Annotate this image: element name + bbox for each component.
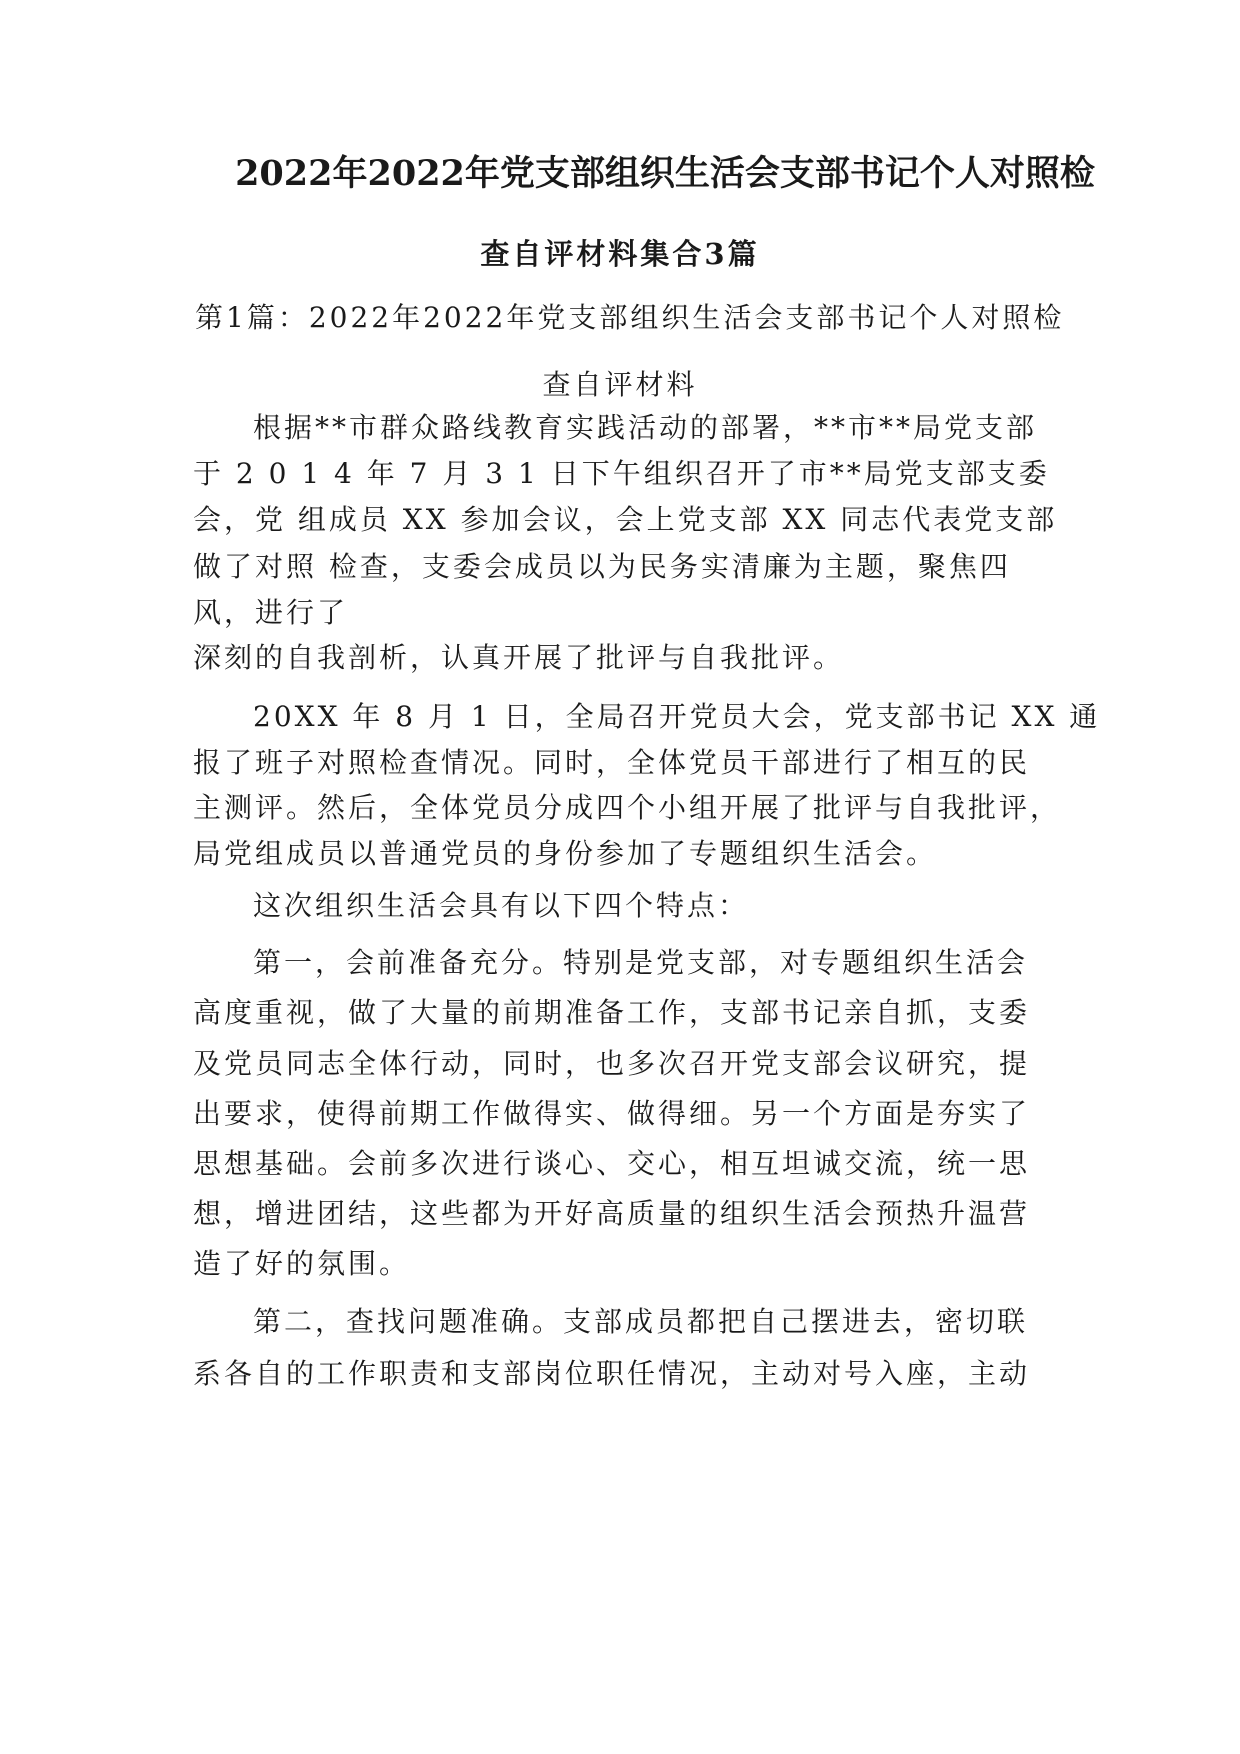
body-line: 思想基础。会前多次进行谈心、交心，相互坦诚交流，统一思 [193,1147,1031,1180]
body-line: 做了对照 检查，支委会成员以为民务实清廉为主题，聚焦四 [193,550,1011,583]
body-line: 局党组成员以普通党员的身份参加了专题组织生活会。 [193,837,938,870]
body-line: 20XX 年 8 月 1 日，全局召开党员大会，党支部书记 XX 通 [253,700,1101,733]
body-line: 根据**市群众路线教育实践活动的部署，**市**局党支部 [253,411,1038,444]
section-heading-line-1: 第1篇：2022年2022年党支部组织生活会支部书记个人对照检 [195,301,1065,334]
document-title-line-2: 查自评材料集合3篇 [480,237,760,271]
body-line: 想，增进团结，这些都为开好高质量的组织生活会预热升温营 [193,1197,1031,1230]
body-line: 系各自的工作职责和支部岗位职任情况，主动对号入座，主动 [193,1357,1031,1390]
body-line: 主测评。然后，全体党员分成四个小组开展了批评与自我批评， [193,791,1062,824]
body-line: 这次组织生活会具有以下四个特点： [253,889,750,922]
body-line: 会，党 组成员 XX 参加会议，会上党支部 XX 同志代表党支部 [193,503,1058,536]
body-line: 第二，查找问题准确。支部成员都把自己摆进去，密切联 [253,1305,1029,1338]
body-line: 报了班子对照检查情况。同时，全体党员干部进行了相互的民 [193,746,1031,779]
document-title-line-1: 2022年2022年党支部组织生活会支部书记个人对照检 [235,153,1095,194]
body-line: 风，进行了 [193,596,349,629]
body-line: 高度重视，做了大量的前期准备工作，支部书记亲自抓，支委 [193,996,1031,1029]
body-line: 深刻的自我剖析，认真开展了批评与自我批评。 [193,641,845,674]
body-line: 第一，会前准备充分。特别是党支部，对专题组织生活会 [253,946,1029,979]
body-line: 出要求，使得前期工作做得实、做得细。另一个方面是夯实了 [193,1097,1031,1130]
body-line: 于 2 0 1 4 年 7 月 3 1 日下午组织召开了市**局党支部支委 [193,457,1050,490]
body-line: 及党员同志全体行动，同时，也多次召开党支部会议研究，提 [193,1047,1031,1080]
body-line: 造了好的氛围。 [193,1247,411,1280]
section-heading-line-2: 查自评材料 [542,368,698,401]
